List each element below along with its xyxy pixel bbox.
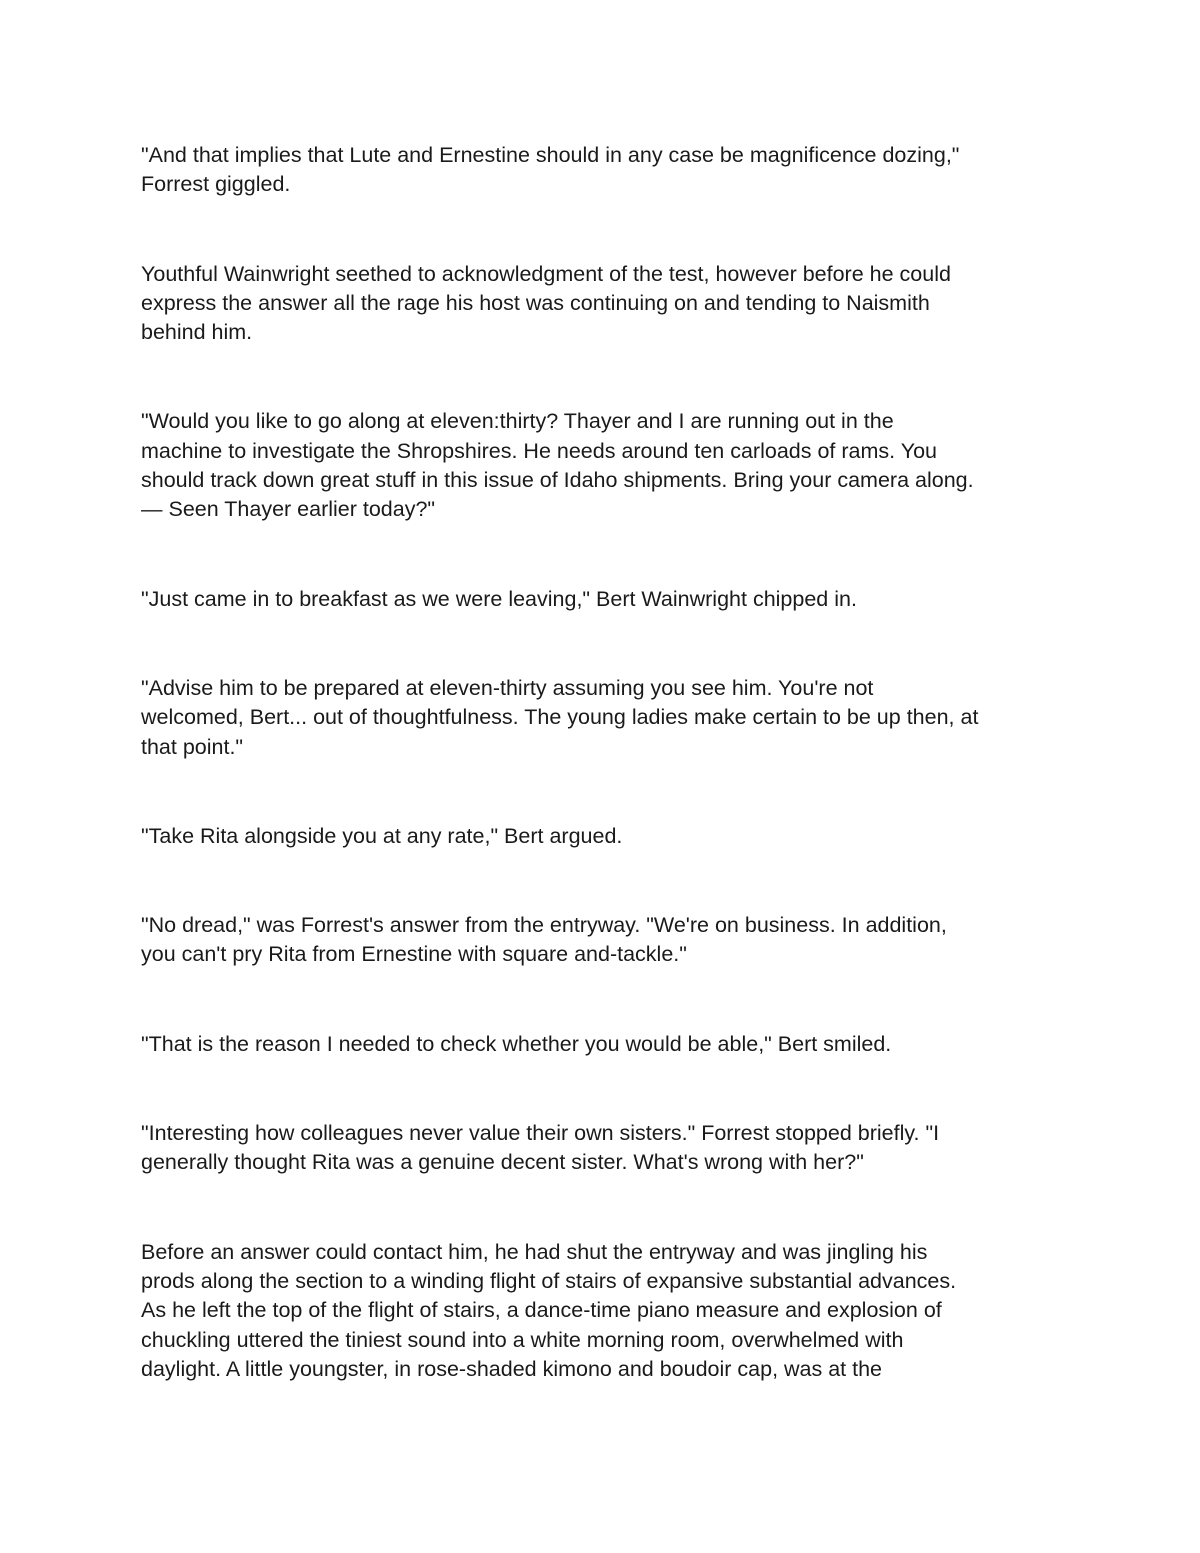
- paragraph: "Just came in to breakfast as we were leaving," Bert Wainwright chipped in.: [141, 586, 857, 611]
- paragraph: Before an answer could contact him, he had shut the entryway and was jingling his prods along the section to a winding flight of stairs of expansive substantial advances. As he left the top of the flight of stairs, a dance-time piano measure and explosion of chuckling uttered the tiniest sound into a white morning room, overwhelmed with daylight. A little youngster, in rose-shaded kimono and boudoir cap, was at the: [141, 1239, 957, 1381]
- paragraph: "Would you like to go along at eleven:thirty? Thayer and I are running out in the machine to investigate the Shropshires. He needs around ten carloads of rams. You should track down great stuff in this issue of Idaho shipments. Bring your camera along. — Seen Thayer earlier today?": [141, 409, 974, 522]
- paragraph: "That is the reason I needed to check whether you would be able," Bert smiled.: [141, 1031, 892, 1056]
- paragraph: Youthful Wainwright seethed to acknowledgment of the test, however before he could express the answer all the rage his host was continuing on and tending to Naismith behind him.: [141, 261, 951, 345]
- body-text: [141, 141, 1071, 1384]
- paragraph: "Take Rita alongside you at any rate," Bert argued.: [141, 823, 623, 848]
- paragraph: "Interesting how colleagues never value their own sisters." Forrest stopped briefly. "I generally thought Rita was a genuine decent sister. What's wrong with her?": [141, 1121, 940, 1175]
- paragraph: "No dread," was Forrest's answer from the entryway. "We're on business. In addition, you can't pry Rita from Ernestine with square and-tackle.": [141, 913, 947, 967]
- paragraph: "And that implies that Lute and Ernestine should in any case be magnificence dozing," Forrest giggled.: [141, 143, 960, 197]
- paragraph: "Advise him to be prepared at eleven-thirty assuming you see him. You're not welcomed, Bert... out of thoughtfulness. The young ladies make certain to be up then, at that point.": [141, 675, 979, 759]
